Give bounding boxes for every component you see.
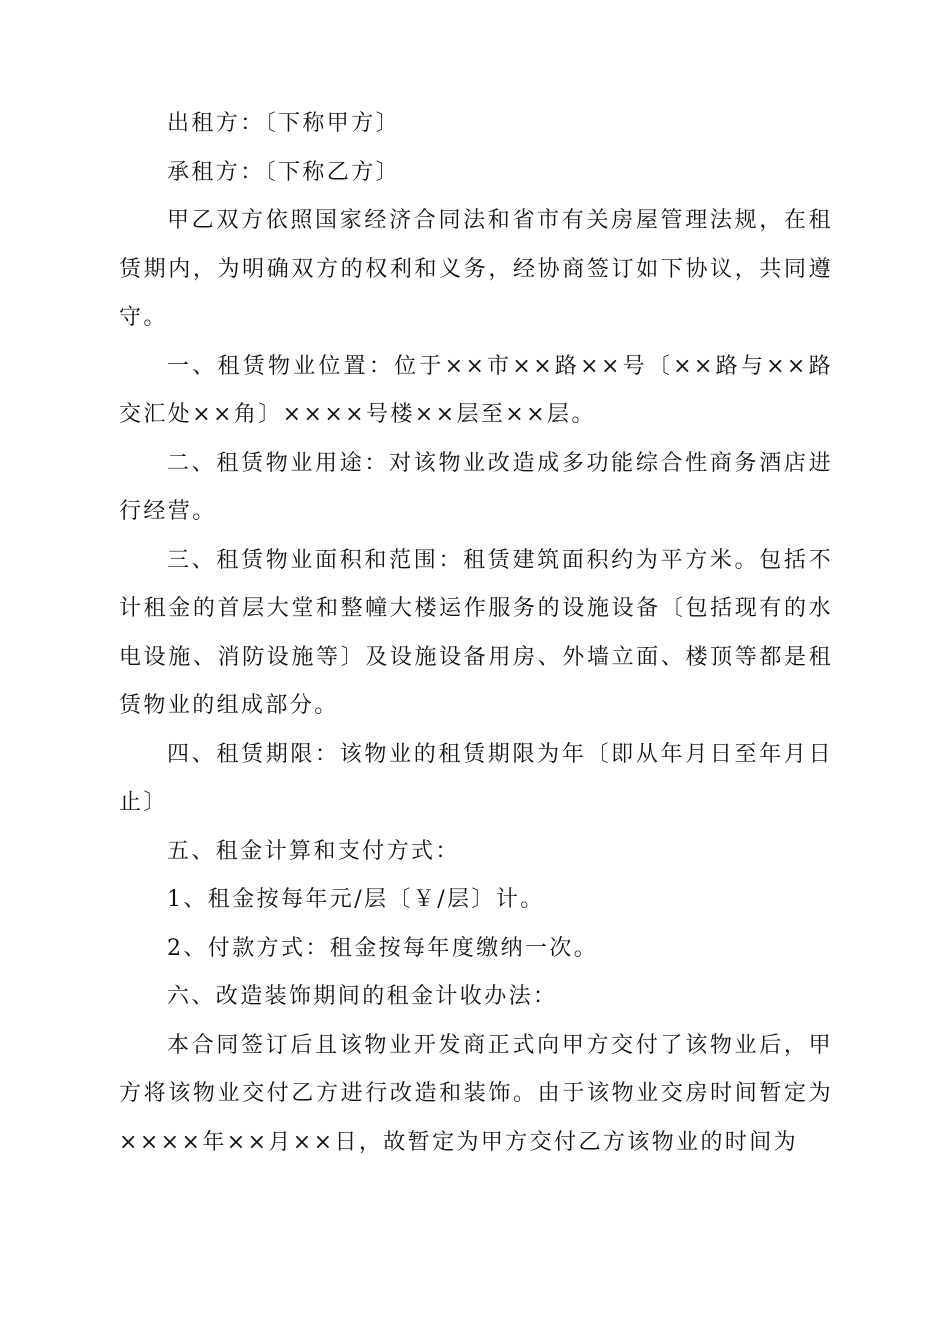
clause-location: 一、租赁物业位置：位于××市××路××号〔××路与××路交汇处××角〕××××号楼××层至××层。 bbox=[119, 353, 833, 427]
lessor-line: 出租方：〔下称甲方〕 bbox=[167, 111, 401, 136]
lessee-line: 承租方：〔下称乙方〕 bbox=[167, 159, 401, 185]
clause-payment-method: 2、付款方式：租金按每年度缴纳一次。 bbox=[167, 935, 599, 961]
preamble-paragraph: 甲乙双方依照国家经济合同法和省市有关房屋管理法规，在租赁期内，为明确双方的权利和义务，经协商签订如下协议，共同遵守。 bbox=[119, 208, 833, 330]
clause-rent-payment-heading: 五、租金计算和支付方式： bbox=[167, 838, 460, 864]
clause-area-scope: 三、租赁物业面积和范围：租赁建筑面积约为平方米。包括不计租金的首层大堂和整幢大楼运作服务的设施设备〔包括现有的水电设施、消防设施等〕及设施设备用房、外墙立面、楼顶等都是租赁物业的组成部分。 bbox=[119, 547, 833, 718]
clause-renovation-rent-heading: 六、改造装饰期间的租金计收办法： bbox=[167, 984, 558, 1009]
clause-rent-rate: 1、租金按每年元/层〔￥/层〕计。 bbox=[167, 887, 545, 912]
clause-lease-term: 四、租赁期限：该物业的租赁期限为年〔即从年月日至年月日止〕 bbox=[119, 741, 833, 815]
clause-renovation-detail: 本合同签订后且该物业开发商正式向甲方交付了该物业后，甲方将该物业交付乙方进行改造和装饰。由于该物业交房时间暂定为××××年××月××日，故暂定为甲方交付乙方该物业的时间为 bbox=[119, 1032, 833, 1155]
clause-usage: 二、租赁物业用途：对该物业改造成多功能综合性商务酒店进行经营。 bbox=[119, 450, 833, 524]
contract-body bbox=[119, 100, 833, 1167]
